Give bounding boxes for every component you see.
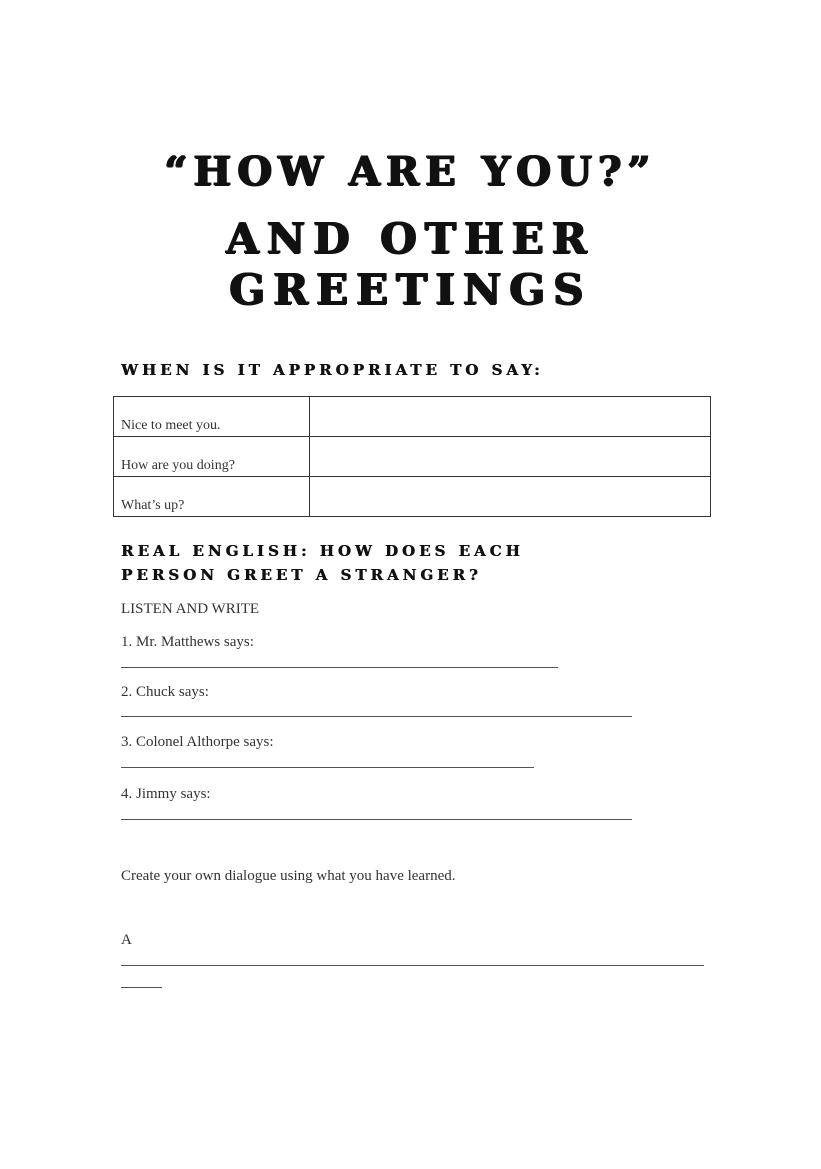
item-label: 2. Chuck says: (121, 684, 209, 700)
answer-line[interactable] (121, 667, 558, 668)
item-label: 3. Colonel Althorpe says: (121, 734, 274, 750)
table-row (114, 397, 711, 437)
answer-line-continued[interactable] (121, 987, 162, 988)
answer-line[interactable] (121, 819, 632, 820)
answer-line[interactable] (121, 716, 632, 717)
answer-cell[interactable] (310, 397, 711, 437)
answer-line[interactable] (121, 767, 534, 768)
answer-cell[interactable] (310, 437, 711, 477)
greetings-table (113, 396, 711, 517)
speaker-label: A (121, 932, 132, 948)
section-heading-real-english-1: REAL ENGLISH: HOW DOES EACH (121, 542, 524, 560)
section-heading-real-english-2: PERSON GREET A STRANGER? (121, 566, 482, 584)
answer-line[interactable] (121, 965, 704, 966)
listen-instruction: LISTEN AND WRITE (121, 601, 260, 617)
section-heading-appropriate: WHEN IS IT APPROPRIATE TO SAY: (121, 361, 544, 379)
answer-cell[interactable] (310, 477, 711, 517)
item-label: 1. Mr. Matthews says: (121, 634, 254, 650)
item-label: 4. Jimmy says: (121, 786, 211, 802)
title-line-1: “HOW ARE YOU?” (164, 148, 657, 195)
table-row (114, 437, 711, 477)
title-line-3: GREETINGS (229, 265, 592, 314)
table-row (114, 477, 711, 517)
phrase-cell: Nice to meet you. (114, 397, 310, 437)
phrase-cell: What’s up? (114, 477, 310, 517)
title-line-2: AND OTHER (226, 214, 595, 263)
dialogue-instruction: Create your own dialogue using what you have learned. (121, 868, 456, 884)
phrase-cell: How are you doing? (114, 437, 310, 477)
